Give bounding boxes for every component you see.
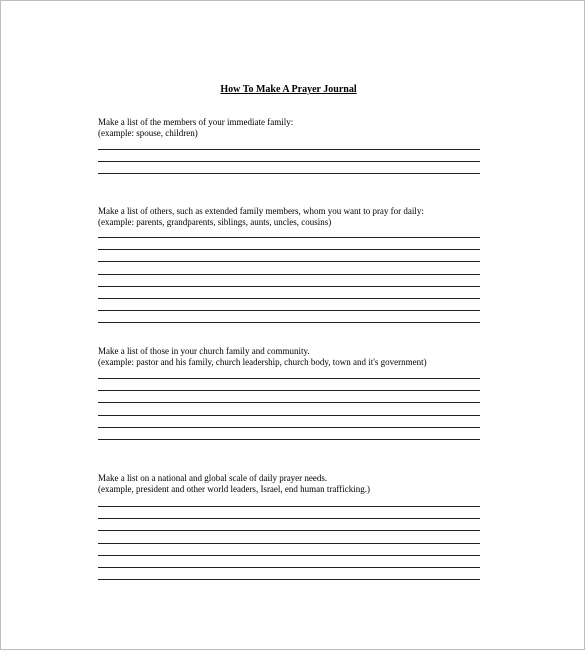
writing-line (98, 378, 480, 379)
writing-line (98, 579, 480, 580)
section-example: (example, president and other world leaders, Israel, end human trafficking.) (98, 484, 370, 494)
section-prompt: Make a list of others, such as extended family members, whom you want to pray for daily: (98, 206, 424, 216)
writing-lines (98, 228, 480, 335)
section-example: (example: spouse, children) (98, 128, 198, 138)
writing-line (98, 555, 480, 556)
writing-lines (98, 139, 480, 185)
writing-line (98, 427, 480, 428)
writing-line (98, 237, 480, 238)
writing-line (98, 149, 480, 150)
writing-lines (98, 495, 480, 591)
writing-line (98, 310, 480, 311)
writing-line (98, 261, 480, 262)
section-immediate-family (98, 117, 480, 185)
writing-line (98, 286, 480, 287)
section-prompt: Make a list of those in your church family and community. (98, 346, 310, 356)
writing-line (98, 543, 480, 544)
writing-line (98, 298, 480, 299)
writing-line (98, 249, 480, 250)
writing-line (98, 402, 480, 403)
writing-line (98, 161, 480, 162)
writing-line (98, 322, 480, 323)
section-extended-family (98, 206, 480, 335)
section-prompt: Make a list of the members of your immediate family: (98, 117, 294, 127)
writing-lines (98, 368, 480, 451)
page-title: How To Make A Prayer Journal (220, 84, 357, 95)
writing-line (98, 439, 480, 440)
section-prompt: Make a list on a national and global scale of daily prayer needs. (98, 473, 328, 483)
writing-line (98, 390, 480, 391)
writing-line (98, 506, 480, 507)
section-example: (example: parents, grandparents, siblings, aunts, uncles, cousins) (98, 217, 332, 227)
section-national-global (98, 473, 480, 591)
section-church-community (98, 346, 480, 451)
writing-line (98, 567, 480, 568)
writing-line (98, 274, 480, 275)
section-example: (example: pastor and his family, church leadership, church body, town and it's government) (98, 357, 427, 367)
writing-line (98, 518, 480, 519)
writing-line (98, 173, 480, 174)
writing-line (98, 415, 480, 416)
writing-line (98, 530, 480, 531)
